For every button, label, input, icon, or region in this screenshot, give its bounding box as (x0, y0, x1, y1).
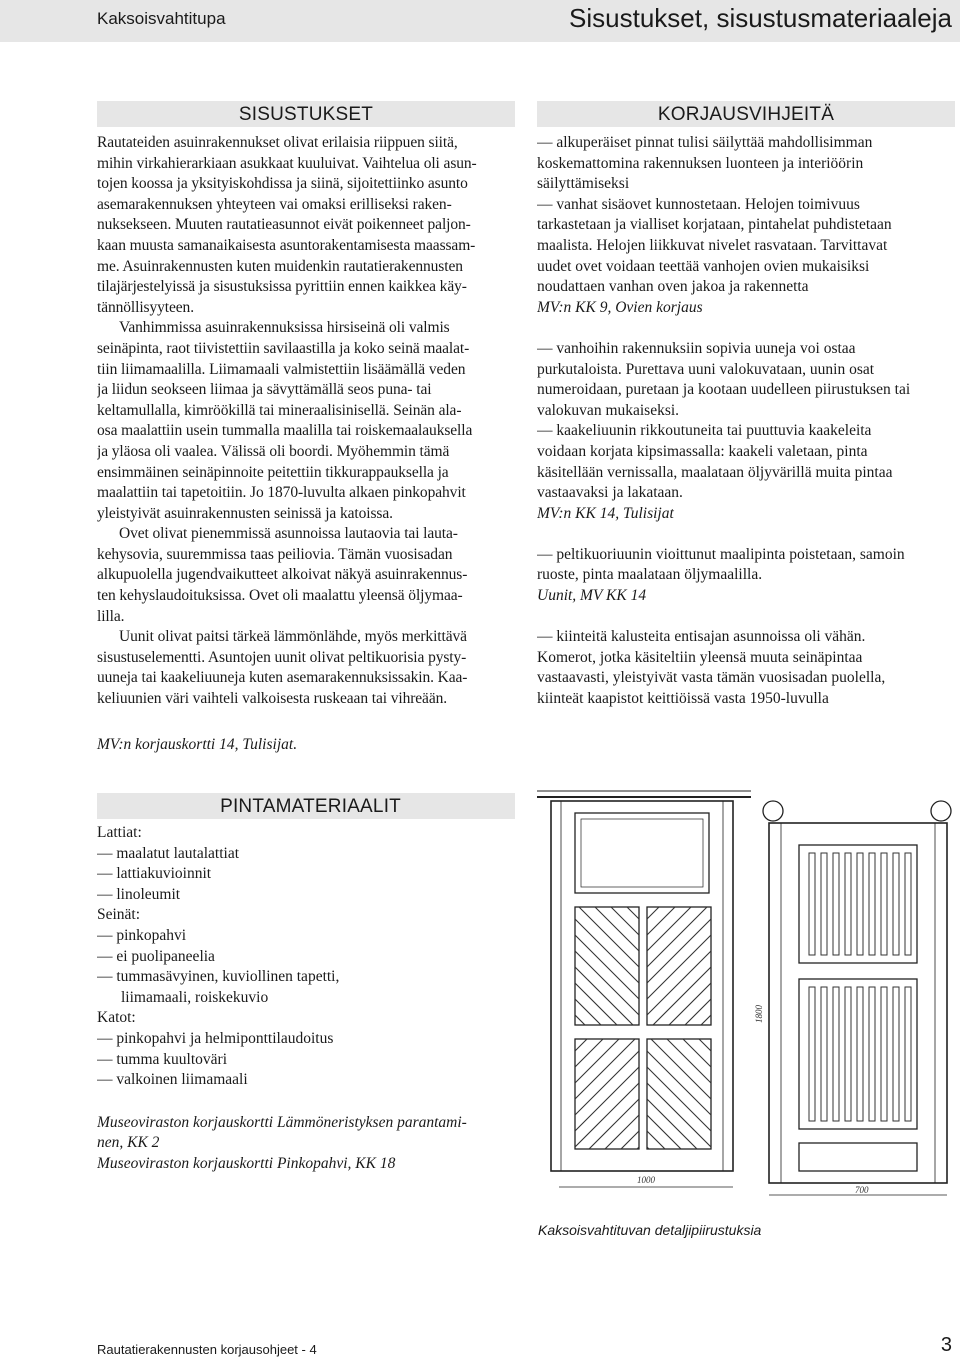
sisustukset-line: ja yläosa oli vaalea. Välissä oli boordi. Myöhemmin tämä (97, 442, 450, 460)
door-vertical-panel (845, 987, 851, 1121)
door-slat (575, 1039, 587, 1051)
door-vertical-panel (857, 853, 863, 955)
header-section-title: Sisustukset, sisustusmateriaaleja (569, 3, 952, 33)
page-number: 3 (940, 1334, 952, 1356)
pintamateriaalit-line: — tumma kuultoväri (97, 1050, 228, 1068)
sisustukset-line: uuneja tai kaakeliuuneja kuten asemarakennuksissakin. Kaa- (97, 669, 468, 687)
sisustukset-line: lilla. (97, 607, 125, 625)
pintamateriaalit-line: — valkoinen liimamaali (97, 1071, 248, 1089)
door-slat (605, 1115, 639, 1149)
sisustukset-line: ja liidun seokseen liimaa ja sävyttämällä seos puna- tai (97, 381, 432, 399)
pintamateriaalit-line: — ei puolipaneelia (97, 947, 215, 965)
left-door (537, 791, 751, 1171)
korjausvihjeita-line: käsitellään vernissalla, maalataan öljyvärillä muita pintaa (537, 463, 893, 481)
korjausvihjeita-line: MV:n KK 9, Ovien korjaus (537, 298, 703, 316)
door-slat (647, 951, 711, 1015)
door-slat (647, 1099, 697, 1149)
korjausvihjeita-line: Komerot, jotka käsiteltiin yleensä muuta seinäpintaa (537, 648, 863, 666)
pintamateriaalit-line: — tummasävyinen, kuviollinen tapetti, (97, 968, 340, 986)
korjausvihjeita-line: valokuvan mukaiseksi. (537, 401, 680, 419)
pintamateriaalit-reference-line: Museoviraston korjauskortti Pinkopahvi, KK 18 (97, 1154, 396, 1172)
sisustukset-line: maalattiin tai tapetoitiin. Jo 1870-luvulta alkaen pinkopahvit (97, 484, 466, 502)
door-slat (575, 1083, 639, 1147)
korjausvihjeita-line: vastaavaksi ja lakataan. (537, 484, 683, 502)
sisustukset-line: keltamullalla, kimröökillä tai mineraalisinisellä. Seinän ala- (97, 401, 462, 419)
korjausvihjeita-line: ruoste, pinta maalataan öljymaalilla. (537, 566, 763, 584)
door-slat (647, 907, 675, 935)
door-slat (575, 1051, 639, 1115)
door-slat (699, 1039, 711, 1051)
sisustukset-line: keliuunien väri vaihteli valkoisesta ruskeaan tai vihreään. (97, 690, 448, 708)
door-slat (647, 935, 711, 999)
drawing-width-label-right: 700 (855, 1185, 869, 1195)
door-vertical-panel (809, 987, 815, 1121)
door-slat (647, 1067, 711, 1131)
korjausvihjeita-line: — alkuperäiset pinnat tulisi säilyttää mahdollisimman (537, 134, 873, 151)
door-slat (579, 907, 639, 967)
sisustukset-title: SISUSTUKSET (97, 101, 515, 127)
sisustukset-line: tojen koossa ja yksityiskohdissa ja siinä, sijoitettiinko asunto (97, 175, 468, 193)
door-slat (683, 1039, 711, 1067)
drawing-width-label-left: 1000 (637, 1175, 655, 1185)
korjausvihjeita-line: — kaakeliuunin rikkoutuneita tai puuttuvia kaakeleita (537, 422, 872, 440)
door-vertical-panel (881, 853, 887, 955)
korjausvihjeita-line: Uunit, MV KK 14 (537, 587, 647, 605)
pintamateriaalit-reference-line: Museoviraston korjauskortti Lämmöneristyksen parantami- (97, 1113, 467, 1131)
pintamateriaalit-line: liimamaali, roiskekuvio (121, 988, 269, 1006)
door-slat (575, 967, 633, 1025)
sisustukset-line: tännöllisyyteen. (97, 298, 194, 316)
korjausvihjeita-line: kiinteät kaapistot keittiöissä vasta 1950-luvulla (537, 690, 829, 708)
door-vertical-panel (821, 853, 827, 955)
pintamateriaalit-reference-line: nen, KK 2 (97, 1134, 160, 1152)
korjausvihjeita-line: voidaan korjata kipsimassalla: kaakeli valetaan, pinta (537, 442, 868, 460)
door-slat (575, 919, 639, 983)
sisustukset-line: mihin virkahierarkiaan asukkaat kuuluivat. Vaihtelua oli asun- (97, 154, 477, 172)
door-vertical-panel (845, 853, 851, 955)
door-vertical-panel (905, 987, 911, 1121)
door-vertical-panel (857, 987, 863, 1121)
korjausvihjeita-line: numeroidaan, puretaan ja kootaan uudelleen piirustuksen tai (537, 381, 911, 399)
sisustukset-line: Uunit olivat paitsi tärkeä lämmönlähde, myös merkittävä (119, 628, 467, 646)
sisustukset-line: kehysovia, suuremmissa taas peiliovia. Tämän vuosisadan (97, 545, 453, 563)
header-building-name: Kaksoisvahtitupa (97, 9, 226, 28)
door-slat (621, 1131, 639, 1149)
korjausvihjeita-line: — peltikuoriuunin vioittunut maalipinta poistetaan, samoin (537, 545, 905, 563)
drawing-height-label: 1800 (754, 1005, 764, 1023)
sisustukset-body (97, 133, 515, 710)
sisustukset-line: Vanhimmissa asuinrakennuksissa hirsiseinä oli valmis (119, 319, 450, 337)
pintamateriaalit-line: Lattiat: (97, 824, 142, 841)
korjausvihjeita-line: — vanhoihin rakennuksiin sopivia uuneja voi ostaa (537, 339, 856, 357)
pintamateriaalit-references (97, 1113, 515, 1175)
door-slat (575, 1015, 585, 1025)
door-slat (685, 999, 711, 1025)
door-vertical-panel (893, 853, 899, 955)
door-vertical-panel (833, 987, 839, 1121)
korjausvihjeita-body (537, 133, 955, 710)
door-slat (647, 919, 711, 983)
sisustukset-reference: MV:n korjauskortti 14, Tulisijat. (97, 736, 298, 753)
door-vertical-panel (833, 853, 839, 955)
korjausvihjeita-line: noudattaen vanhan oven jakoa ja rakennetta (537, 278, 809, 296)
footer-publication: Rautatierakennusten korjausohjeet - 4 (97, 1342, 317, 1357)
sisustukset-line: osa maalattiin usein tummalla maalilla tai roiskemaalauksella (97, 422, 473, 440)
door-slat (651, 1039, 711, 1099)
pintamateriaalit-section (97, 793, 515, 1175)
korjausvihjeita-line: säilyttämiseksi (537, 175, 630, 193)
door-slat (575, 951, 639, 1015)
sisustukset-line: alkupuolella jugendvaikutteet alkoivat näkyä asuinrakennus- (97, 566, 468, 584)
korjausvihjeita-line (537, 524, 955, 545)
korjausvihjeita-line: vastaavasti, yleistyivät vasta tämän vuosisadan puolella, (537, 669, 886, 687)
pintamateriaalit-line: Katot: (97, 1009, 136, 1027)
pintamateriaalit-line: Seinät: (97, 906, 141, 924)
sisustukset-line: ensimmäinen seinäpinnoite peitettiin tikkurappauksella ja (97, 463, 449, 481)
door-detail-drawing (537, 783, 952, 1203)
sisustukset-line: seinäpinta, raot tiivistettiin savilaastilla ja koko seinä maalat- (97, 339, 470, 357)
door-slat (575, 1039, 603, 1067)
korjausvihjeita-line (537, 318, 955, 339)
korjausvihjeita-line: — kiinteitä kalusteita entisajan asunnoissa oli vähän. (537, 628, 866, 646)
sisustukset-line: kaan muusta samanaikaisesta asuntorakentamisesta maassam- (97, 236, 476, 254)
door-slat (647, 907, 707, 967)
pintamateriaalit-line: — lattiakuvioinnit (97, 865, 212, 883)
sisustukset-line: me. Asuinrakennusten kuten muidenkin rautatierakennusten (97, 257, 463, 275)
door-vertical-panel (809, 853, 815, 955)
pintamateriaalit-list (97, 823, 515, 1091)
korjausvihjeita-line (537, 607, 955, 628)
pintamateriaalit-title: PINTAMATERIAALIT (97, 793, 515, 819)
pintamateriaalit-line: — pinkopahvi ja helmiponttilaudoitus (97, 1029, 334, 1047)
korjausvihjeita-line: maalista. Helojen liikkuvat nivelet rasvataan. Tarvittavat (537, 236, 888, 254)
korjausvihjeita-line: koskemattomina rakennuksen luonteen ja interiöörin (537, 154, 864, 172)
door-slat (575, 983, 617, 1025)
pintamateriaalit-line: — pinkopahvi (97, 926, 187, 944)
sisustukset-line: tilajärjestelyissä ja sisustuksissa pyrittiin ennen kaikkea käy- (97, 278, 467, 296)
door-slat (575, 1039, 635, 1099)
door-slat (627, 907, 639, 919)
door-slat (647, 907, 659, 919)
door-slat (647, 1051, 711, 1115)
sisustukset-line: nuksekseen. Muuten rautatieasunnot eivät poikenneet paljon- (97, 216, 471, 234)
sisustukset-line: asemarakennuksen yhteyteen vai omaksi erilliseksi raken- (97, 195, 452, 213)
sisustukset-line: Ovet olivat pienemmissä asunnoissa lautaovia tai lauta- (119, 525, 458, 543)
korjausvihjeita-line: tarkastetaan ja vialliset korjataan, pintahelat puhdistetaan (537, 216, 892, 234)
door-slat (575, 1067, 639, 1131)
door-slat (589, 1099, 639, 1149)
korjausvihjeita-line: MV:n KK 14, Tulisijat (537, 504, 674, 522)
korjausvihjeita-section (537, 101, 955, 710)
door-vertical-panel (821, 987, 827, 1121)
door-slat (575, 935, 639, 999)
door-vertical-panel (869, 853, 875, 955)
korjausvihjeita-title: KORJAUSVIHJEITÄ (537, 101, 955, 127)
door-slat (653, 967, 711, 1025)
door-vertical-panel (893, 987, 899, 1121)
sisustukset-line: ten kehyslaudoituksissa. Ovet oli maalattu yleensä öljymaa- (97, 587, 463, 605)
korjausvihjeita-line: — vanhat sisäovet kunnostetaan. Helojen toimivuus (537, 195, 860, 213)
sisustukset-line: Rautateiden asuinrakennukset olivat erilaisia riippuen siitä, (97, 134, 458, 151)
pintamateriaalit-line: — linoleumit (97, 885, 181, 903)
drawing-caption: Kaksoisvahtituvan detaljipiirustuksia (538, 1222, 762, 1238)
door-slat (647, 1131, 665, 1149)
door-slat (575, 999, 601, 1025)
door-slat (669, 983, 711, 1025)
door-vertical-panel (905, 853, 911, 955)
sisustukset-section (97, 101, 515, 710)
door-slat (611, 907, 639, 935)
pintamateriaalit-line: — maalatut lautalattiat (97, 844, 240, 862)
korjausvihjeita-line: purkutaloista. Purettava uuni valokuvataan, uunin osat (537, 360, 875, 378)
korjausvihjeita-line: uudet ovet voidaan teettää vanhojen ovien mukaisiksi (537, 257, 870, 275)
door-vertical-panel (869, 987, 875, 1121)
sisustukset-line: tiin liimamaalilla. Liimamaali valmistettiin lisäämällä veden (97, 360, 466, 378)
door-slat (701, 1015, 711, 1025)
page-header (0, 0, 960, 42)
sisustukset-line: yleistyivät asuinrakennusten seinissä ja katoissa. (97, 504, 393, 522)
sisustukset-line: sisustuselementti. Asuntojen uunit olivat peltikuorisia pysty- (97, 648, 467, 666)
door-slat (647, 1083, 711, 1147)
door-slat (647, 1115, 681, 1149)
door-vertical-panel (881, 987, 887, 1121)
